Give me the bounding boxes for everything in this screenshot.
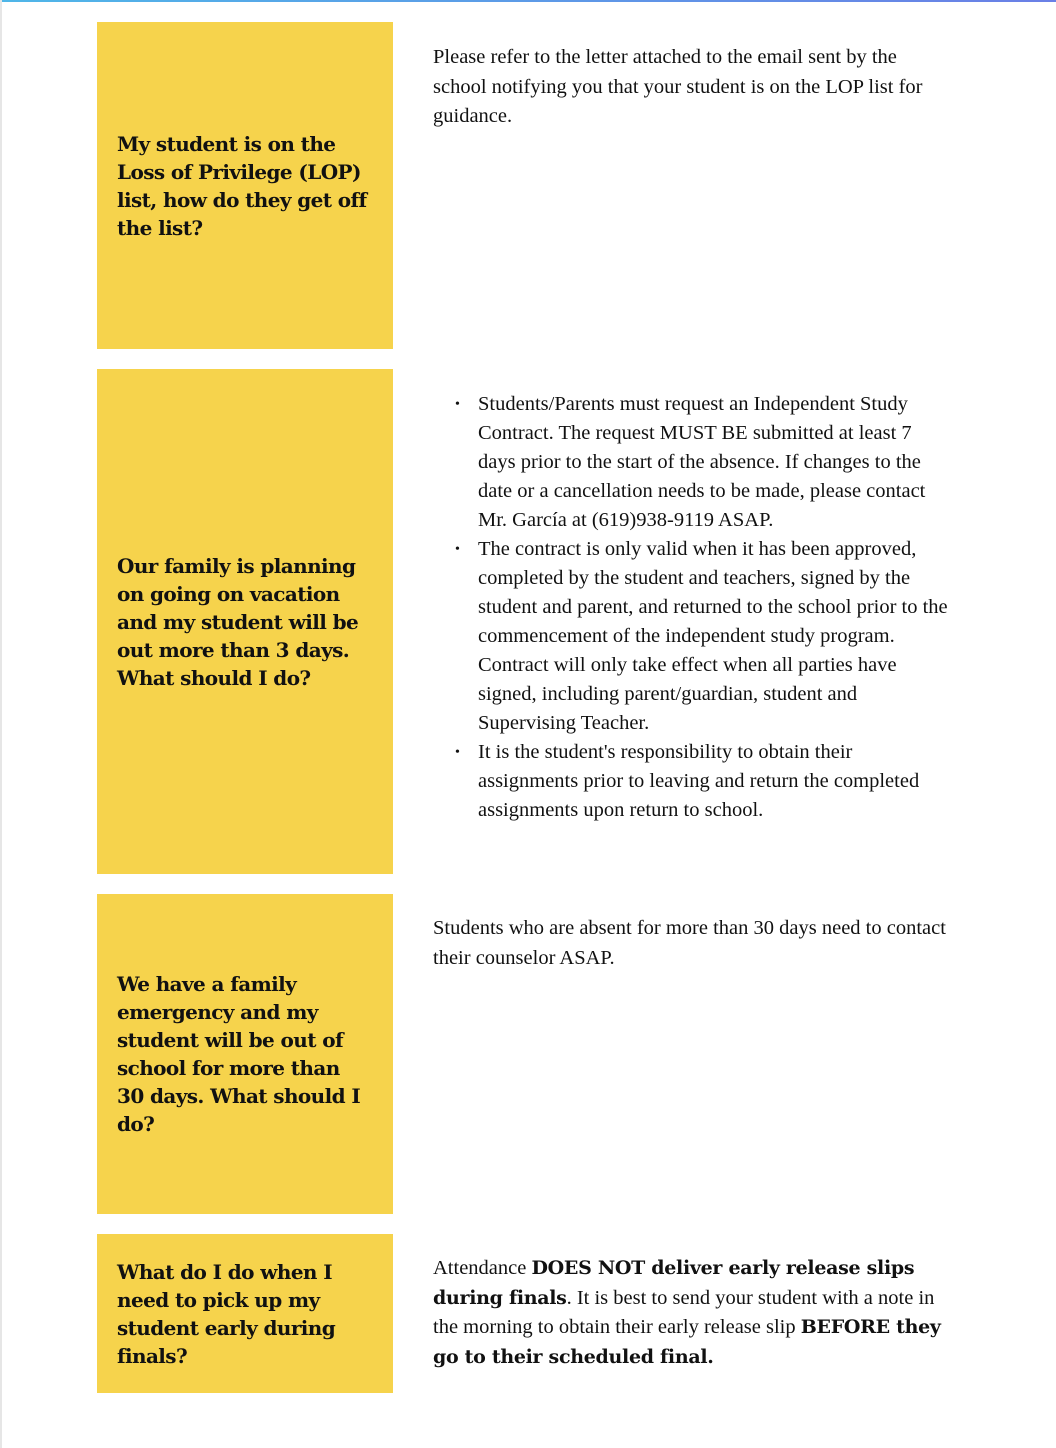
list-item-text: The contract is only valid when it has been approved, completed by the student and teachers, signed by the student and parent, and returned to the school prior to the commencement of the independent study program. Contract will only take effect when all parties have signed, including parent/guardian, student and Supervising Teacher.	[478, 538, 948, 734]
question-box	[97, 22, 393, 349]
answer-text-part: . It is best to send your student with a note in the morning to obtain their early release slip	[433, 1286, 935, 1338]
answer-block	[433, 43, 949, 132]
answer-emphasis: DOES NOT deliver early release slips during finals	[433, 1257, 915, 1309]
answer-bullet-list	[433, 390, 949, 825]
answer-block	[433, 1254, 949, 1372]
answer-text: Students who are absent for more than 30 days need to contact their counselor ASAP.	[433, 917, 946, 969]
bullet-icon: •	[455, 397, 460, 412]
question-text: Our family is planning on going on vacation and my student will be out more than 3 days. What should I do?	[117, 553, 359, 690]
list-item	[455, 390, 949, 535]
list-item-text: It is the student's responsibility to obtain their assignments prior to leaving and return the completed assignments upon return to school.	[478, 741, 920, 821]
list-item-text: Students/Parents must request an Independent Study Contract. The request MUST BE submitted at least 7 days prior to the start of the absence. If changes to the date or a cancellation needs to be made, please contact Mr. García at (619)938-9119 ASAP.	[478, 393, 926, 531]
answer-block	[433, 914, 949, 973]
question-text: My student is on the Loss of Privilege (LOP) list, how do they get off the list?	[117, 131, 367, 240]
faq-row-lop	[97, 22, 957, 349]
faq-row-emergency	[97, 894, 957, 1214]
bullet-icon: •	[455, 542, 460, 557]
answer-emphasis: BEFORE they go to their scheduled final.	[433, 1316, 941, 1368]
top-accent-bar	[0, 0, 1056, 2]
faq-row-finals	[97, 1234, 957, 1393]
answer-block	[433, 390, 949, 825]
bullet-icon: •	[455, 745, 460, 760]
answer-text: Please refer to the letter attached to the email sent by the school notifying you that your student is on the LOP list for guidance.	[433, 46, 923, 127]
question-text: We have a family emergency and my student will be out of school for more than 30 days. What should I do?	[117, 972, 361, 1136]
question-box	[97, 1234, 393, 1393]
left-page-edge	[0, 0, 2, 1448]
question-box	[97, 894, 393, 1214]
question-text: What do I do when I need to pick up my student early during finals?	[117, 1259, 336, 1368]
answer-text	[433, 1254, 949, 1372]
faq-row-vacation	[97, 369, 957, 874]
list-item	[455, 738, 949, 825]
list-item	[455, 535, 949, 738]
question-box	[97, 369, 393, 874]
answer-text-part: Attendance	[433, 1257, 532, 1279]
